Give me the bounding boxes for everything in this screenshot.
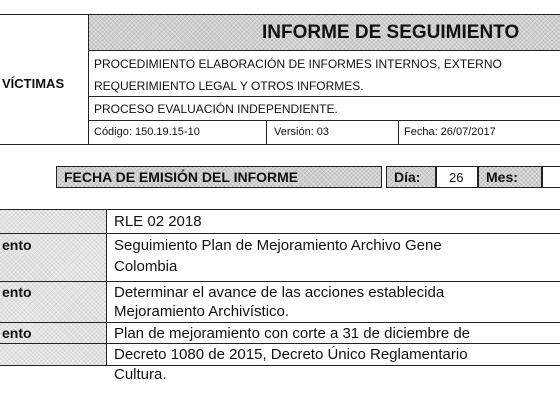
info-label: ento [2,325,32,341]
header-divider [88,14,89,144]
table-line [0,322,560,323]
day-label: Día: [394,169,421,185]
table-line [0,343,560,344]
document-code: Código: 150.19.15-10 [94,126,200,138]
org-label: VÍCTIMAS [2,76,65,91]
table-divider [106,209,107,365]
info-value: Determinar el avance de las acciones establecida [114,284,445,301]
document-version: Versión: 03 [274,126,330,138]
info-label: ento [2,237,32,253]
table-line [0,233,560,234]
document-date: Fecha: 26/07/2017 [404,126,496,138]
month-label: Mes: [486,169,518,185]
header-line [0,14,560,15]
emission-label: FECHA DE EMISIÓN DEL INFORME [64,169,299,185]
procedure-line-1: PROCEDIMIENTO ELABORACIÓN DE INFORMES INTERNOS, EXTERNO [94,57,502,71]
info-value: Plan de mejoramiento con corte a 31 de diciembre de [114,325,471,342]
header-line [88,50,560,51]
report-title: INFORME DE SEGUIMIENTO [262,22,520,43]
header-line [0,144,560,145]
header-line [88,120,560,121]
info-value: Cultura. [114,366,167,383]
info-value: Decreto 1080 de 2015, Decreto Único Reglamentario [114,346,468,363]
month-value-cell [542,166,560,188]
header-line [88,96,560,97]
procedure-line-2: REQUERIMIENTO LEGAL Y OTROS INFORMES. [94,79,364,93]
info-label: ento [2,284,32,300]
table-line [0,209,560,210]
process-name: PROCESO EVALUACIÓN INDEPENDIENTE. [94,102,338,116]
header-divider [398,120,399,144]
table-line [0,365,560,366]
table-line [0,281,560,282]
info-value: Seguimiento Plan de Mejoramiento Archivo Gene [114,237,442,254]
info-value: RLE 02 2018 [114,213,202,230]
info-value: Colombia [114,258,178,275]
info-value: Mejoramiento Archivístico. [114,303,290,320]
header-divider [266,120,267,144]
day-value: 26 [449,170,464,185]
